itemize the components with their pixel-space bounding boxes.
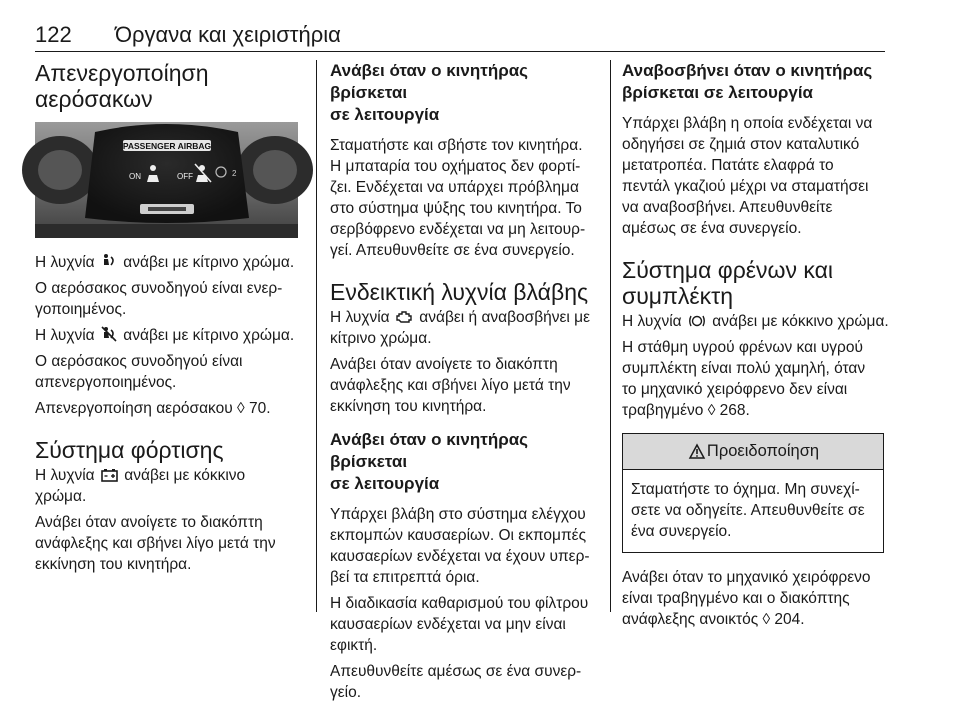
page-number: 122 <box>35 22 72 47</box>
battery-description: Ανάβει όταν ανοίγετε το διακόπτη ανάφλεξης και σβήνει λίγο μετά την εκκίνηση του κινητήρα. <box>35 514 276 573</box>
fault-lamp-description: Ανάβει όταν ανοίγετε το διακόπτη ανάφλεξης και σβήνει λίγο μετά την εκκίνηση του κινητήρα. <box>330 356 571 415</box>
column-1 <box>35 60 305 575</box>
airbag-off-description: Ο αερόσακος συνοδηγού είναι απενεργοποιημένος. <box>35 353 243 391</box>
charging-running-description: Σταματήστε και σβήστε τον κινητήρα. Η μπαταρία του οχήματος δεν φορτί- ζει. Ενδέχεται να υπάρχει πρόβλημα στο σύστημα ψύξης του κινητήρα. Το σερβόφρενο ενδέχεται να μη λειτουρ- γεί. Απευθυνθείτε σε ένα συνεργείο. <box>330 137 586 259</box>
airbag-on-icon <box>101 253 117 269</box>
fault-lamp-paragraph: Η λυχνία ανάβει ή αναβοσβήνει με κίτρινο χρώμα. <box>330 309 591 347</box>
page-title: Όργανα και χειριστήρια <box>115 22 341 47</box>
airbag-on-paragraph: Η λυχνία ανάβει με κίτρινο χρώμα. <box>35 254 295 271</box>
airbag-off-paragraph: Η λυχνία ανάβει με κίτρινο χρώμα. <box>35 327 295 344</box>
parking-brake-description: Ανάβει όταν το μηχανικό χειρόφρενο είναι τραβηγμένο και ο διακόπτης ανάφλεξης ανοικτός ◊ 204. <box>622 569 871 628</box>
column-2 <box>330 60 600 703</box>
airbag-panel-photo <box>35 122 298 238</box>
heading-flashing-running: Αναβοσβήνει όταν ο κινητήρας βρίσκεται σε λειτουργία <box>622 61 873 102</box>
brake-fluid-description: Η στάθμη υγρού φρένων και υγρού συμπλέκτη είναι πολύ χαμηλή, όταν το μηχανικό χειρόφρενο δεν είναι τραβηγμένο ◊ 268. <box>622 339 866 419</box>
column-3 <box>622 60 892 630</box>
column-divider <box>610 60 611 612</box>
airbag-on-description: Ο αερόσακος συνοδηγού είναι ενερ- γοποιημένος. <box>35 280 283 318</box>
warning-header <box>623 434 883 470</box>
warning-box <box>622 433 884 553</box>
heading-engine-running-2: Ανάβει όταν ο κινητήρας βρίσκεται σε λειτουργία <box>330 430 529 493</box>
column-divider <box>316 60 317 612</box>
contact-workshop-text: Απευθυνθείτε αμέσως σε ένα συνερ- γείο. <box>330 663 582 701</box>
svg-text:OFF: OFF <box>177 172 193 181</box>
battery-paragraph: Η λυχνία ανάβει με κόκκινο χρώμα. <box>35 467 246 505</box>
svg-text:2: 2 <box>232 169 237 178</box>
heading-fault-lamp: Ενδεικτική λυχνία βλάβης <box>330 279 589 305</box>
svg-text:PASSENGER AIRBAG: PASSENGER AIRBAG <box>122 141 212 151</box>
battery-icon <box>101 468 118 482</box>
warning-body: Σταματήστε το όχημα. Μη συνεχί- σετε να οδηγείτε. Απευθυνθείτε σε ένα συνεργείο. <box>631 481 865 540</box>
airbag-deactivation-reference: Απενεργοποίηση αερόσακου ◊ 70. <box>35 400 271 417</box>
warning-triangle-icon <box>689 444 705 459</box>
header-rule <box>35 51 885 52</box>
engine-fault-icon <box>396 310 413 324</box>
heading-airbag-deactivation: Απενεργοποίηση αερόσακων <box>35 60 209 112</box>
brake-lamp-paragraph: Η λυχνία ανάβει με κόκκινο χρώμα. <box>622 313 889 330</box>
brake-icon <box>688 314 706 328</box>
emissions-description: Υπάρχει βλάβη στο σύστημα ελέγχου εκπομπών καυσαερίων. Οι εκπομπές καυσαερίων ενδέχεται να έχουν υπερ- βεί τα επιτρεπτά όρια. <box>330 506 590 586</box>
heading-charging-system: Σύστημα φόρτισης <box>35 437 224 463</box>
filter-description: Η διαδικασία καθαρισμού του φίλτρου καυσαερίων ενδέχεται να μην είναι εφικτή. <box>330 595 589 654</box>
airbag-off-icon <box>101 326 117 342</box>
heading-engine-running: Ανάβει όταν ο κινητήρας βρίσκεται σε λειτουργία <box>330 61 529 124</box>
svg-text:ON: ON <box>129 172 141 181</box>
page-header <box>35 22 885 56</box>
warning-title: Προειδοποίηση <box>706 442 820 460</box>
heading-brake-clutch: Σύστημα φρένων και συμπλέκτη <box>622 257 834 309</box>
catalyst-description: Υπάρχει βλάβη η οποία ενδέχεται να οδηγήσει σε ζημιά στον καταλυτικό μετατροπέα. Πατάτε ελαφρά το πεντάλ γκαζιού μέχρι να σταματήσει να αναβοσβήνει. Απευθυνθείτε αμέσως σε ένα συνεργείο. <box>622 115 873 237</box>
airbag-panel-image <box>35 122 298 238</box>
